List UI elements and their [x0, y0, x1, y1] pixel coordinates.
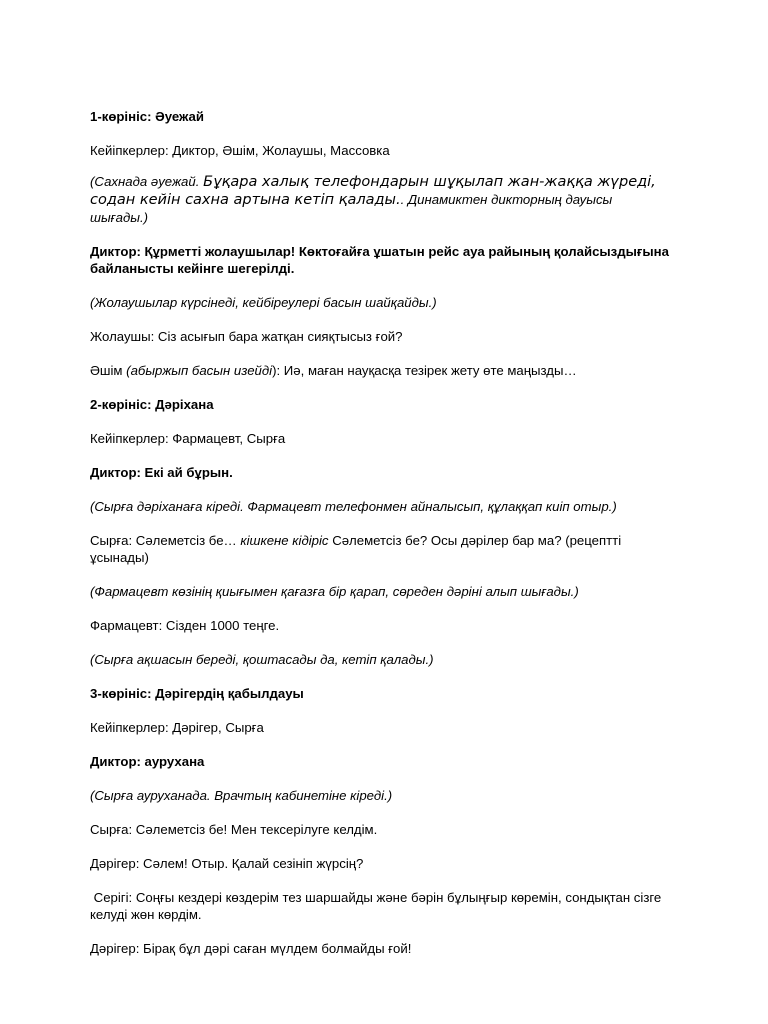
- scene-2-characters: Кейіпкерлер: Фармацевт, Сырға: [90, 431, 286, 446]
- scene-1-stage-direction: [90, 173, 670, 226]
- scene-3-line-doctor: Дәрігер: Сәлем! Отыр. Қалай сезініп жүрсің?: [90, 856, 364, 871]
- scene-2-line-syrga: [90, 532, 670, 566]
- scene-2-stage-direction-2: (Фармацевт көзінің қиығымен қағазға бір қарап, сөреден дәріні алып шығады.): [90, 584, 579, 599]
- scene-3-line-syrga: Сырға: Сәлеметсіз бе! Мен тексерілуге келдім.: [90, 822, 378, 837]
- scene-3-title: 3-көрініс: Дәрігердің қабылдауы: [90, 686, 304, 701]
- scene-2-announcer: Диктор: Екі ай бұрын.: [90, 465, 233, 480]
- stage-direction-large-text: Бұқара халық телефондарын шұқылап жан-жаққа жүреді, содан кейін сахна артына кетіп қалады.: [90, 174, 656, 208]
- inline-direction: кішкене кідіріс: [240, 533, 329, 548]
- scene-1-line-passenger: Жолаушы: Сіз асығып бара жатқан сияқтысыз ғой?: [90, 329, 403, 344]
- stage-direction-open: (Сахнада әуежай.: [90, 174, 204, 189]
- stage-direction-dots: .: [400, 192, 408, 207]
- inline-direction: (абыржып басын изейді: [126, 363, 273, 378]
- script-body: [90, 108, 670, 974]
- stage-direction-end: Динамиктен дикторның дауысы шығады.): [90, 192, 613, 225]
- scene-3-line-doctor-2: Дәрігер: Бірақ бұл дәрі саған мүлдем болмайды ғой!: [90, 941, 412, 956]
- scene-3-line-companion: Серігі: Соңғы кездері көздерім тез шаршайды және бәрін бұлыңғыр көремін, сондықтан сізге келуді жөн көрдім.: [90, 890, 665, 922]
- scene-2-title: 2-көрініс: Дәріхана: [90, 397, 214, 412]
- line-text-b: Сәлеметсіз бе? Осы дәрілер бар ма? (рецептті ұсынады): [90, 533, 622, 565]
- line-text-a: Сырға: Сәлеметсіз бе…: [90, 533, 241, 548]
- scene-1-line-ashim: [90, 362, 670, 379]
- scene-3-characters: Кейіпкерлер: Дәрігер, Сырға: [90, 720, 264, 735]
- scene-3-stage-direction-1: (Сырға ауруханада. Врачтың кабинетіне кіреді.): [90, 788, 393, 803]
- scene-1-title: 1-көрініс: Әуежай: [90, 109, 204, 124]
- scene-1-stage-direction-2: (Жолаушылар күрсінеді, кейбіреулері басын шайқайды.): [90, 295, 437, 310]
- speaker-name: Әшім: [90, 363, 127, 378]
- scene-2-stage-direction-1: (Сырға дәріханаға кіреді. Фармацевт телефонмен айналысып, құлаққап киіп отыр.): [90, 499, 617, 514]
- line-text: ): Иә, маған науқасқа тезірек жету өте маңызды…: [272, 363, 577, 378]
- scene-1-announcer: Диктор: Құрметті жолаушылар! Көктоғайға ұшатын рейс ауа райының қолайсыздығына байланысты кейінге шегерілді.: [90, 244, 669, 276]
- scene-2-line-pharmacist: Фармацевт: Сізден 1000 теңге.: [90, 618, 280, 633]
- scene-1-characters: Кейіпкерлер: Диктор, Әшім, Жолаушы, Массовка: [90, 143, 390, 158]
- scene-3-announcer: Диктор: аурухана: [90, 754, 205, 769]
- scene-2-stage-direction-3: (Сырға ақшасын береді, қоштасады да, кетіп қалады.): [90, 652, 434, 667]
